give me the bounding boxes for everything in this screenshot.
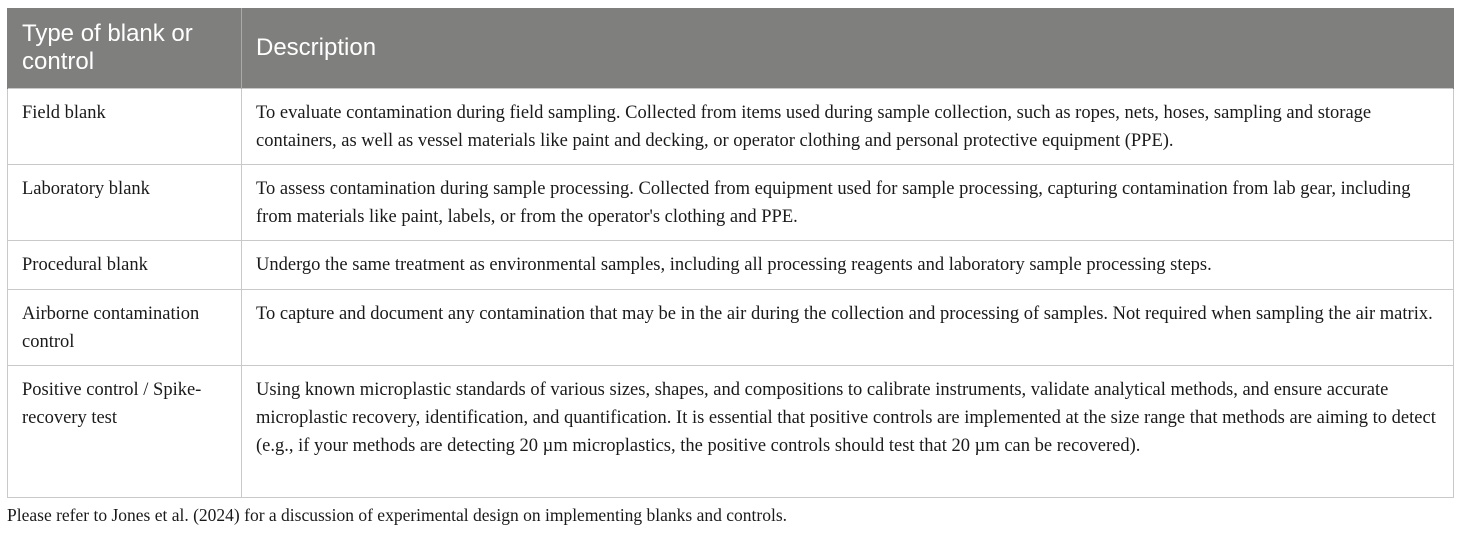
row-description-field-blank: To evaluate contamination during field sampling. Collected from items used during sample collection, such as ropes, nets, hoses, sampling and storage containers, as well as vessel materials like paint and decking, or operator clothing and personal protective equipment (PPE).	[242, 89, 1454, 165]
blanks-controls-table	[7, 8, 1454, 498]
table-header	[8, 8, 1454, 89]
table-body	[8, 89, 1454, 498]
row-description-procedural-blank: Undergo the same treatment as environmental samples, including all processing reagents and laboratory sample processing steps.	[242, 241, 1454, 290]
table-footnote: Please refer to Jones et al. (2024) for a discussion of experimental design on implementing blanks and controls.	[7, 505, 788, 525]
blanks-controls-table-container	[7, 8, 1453, 498]
row-type-procedural-blank: Procedural blank	[8, 241, 242, 290]
header-description: Description	[242, 8, 1454, 89]
table-row	[8, 241, 1454, 290]
row-type-positive-control: Positive control / Spike-recovery test	[8, 366, 242, 498]
table-row	[8, 366, 1454, 498]
table-row	[8, 89, 1454, 165]
table-row	[8, 165, 1454, 241]
row-type-field-blank: Field blank	[8, 89, 242, 165]
header-type: Type of blank or control	[8, 8, 242, 89]
row-description-laboratory-blank: To assess contamination during sample processing. Collected from equipment used for sample processing, capturing contamination from lab gear, including from materials like paint, labels, or from the operator's clothing and PPE.	[242, 165, 1454, 241]
row-description-positive-control: Using known microplastic standards of various sizes, shapes, and compositions to calibrate instruments, validate analytical methods, and ensure accurate microplastic recovery, identification, and quantification. It is essential that positive controls are implemented at the size range that methods are aiming to detect (e.g., if your methods are detecting 20 µm microplastics, the positive controls should test that 20 µm can be recovered).	[242, 366, 1454, 498]
row-description-airborne-control: To capture and document any contamination that may be in the air during the collection and processing of samples. Not required when sampling the air matrix.	[242, 290, 1454, 366]
row-type-laboratory-blank: Laboratory blank	[8, 165, 242, 241]
header-row	[8, 8, 1454, 89]
row-type-airborne-control: Airborne contamination control	[8, 290, 242, 366]
table-row	[8, 290, 1454, 366]
